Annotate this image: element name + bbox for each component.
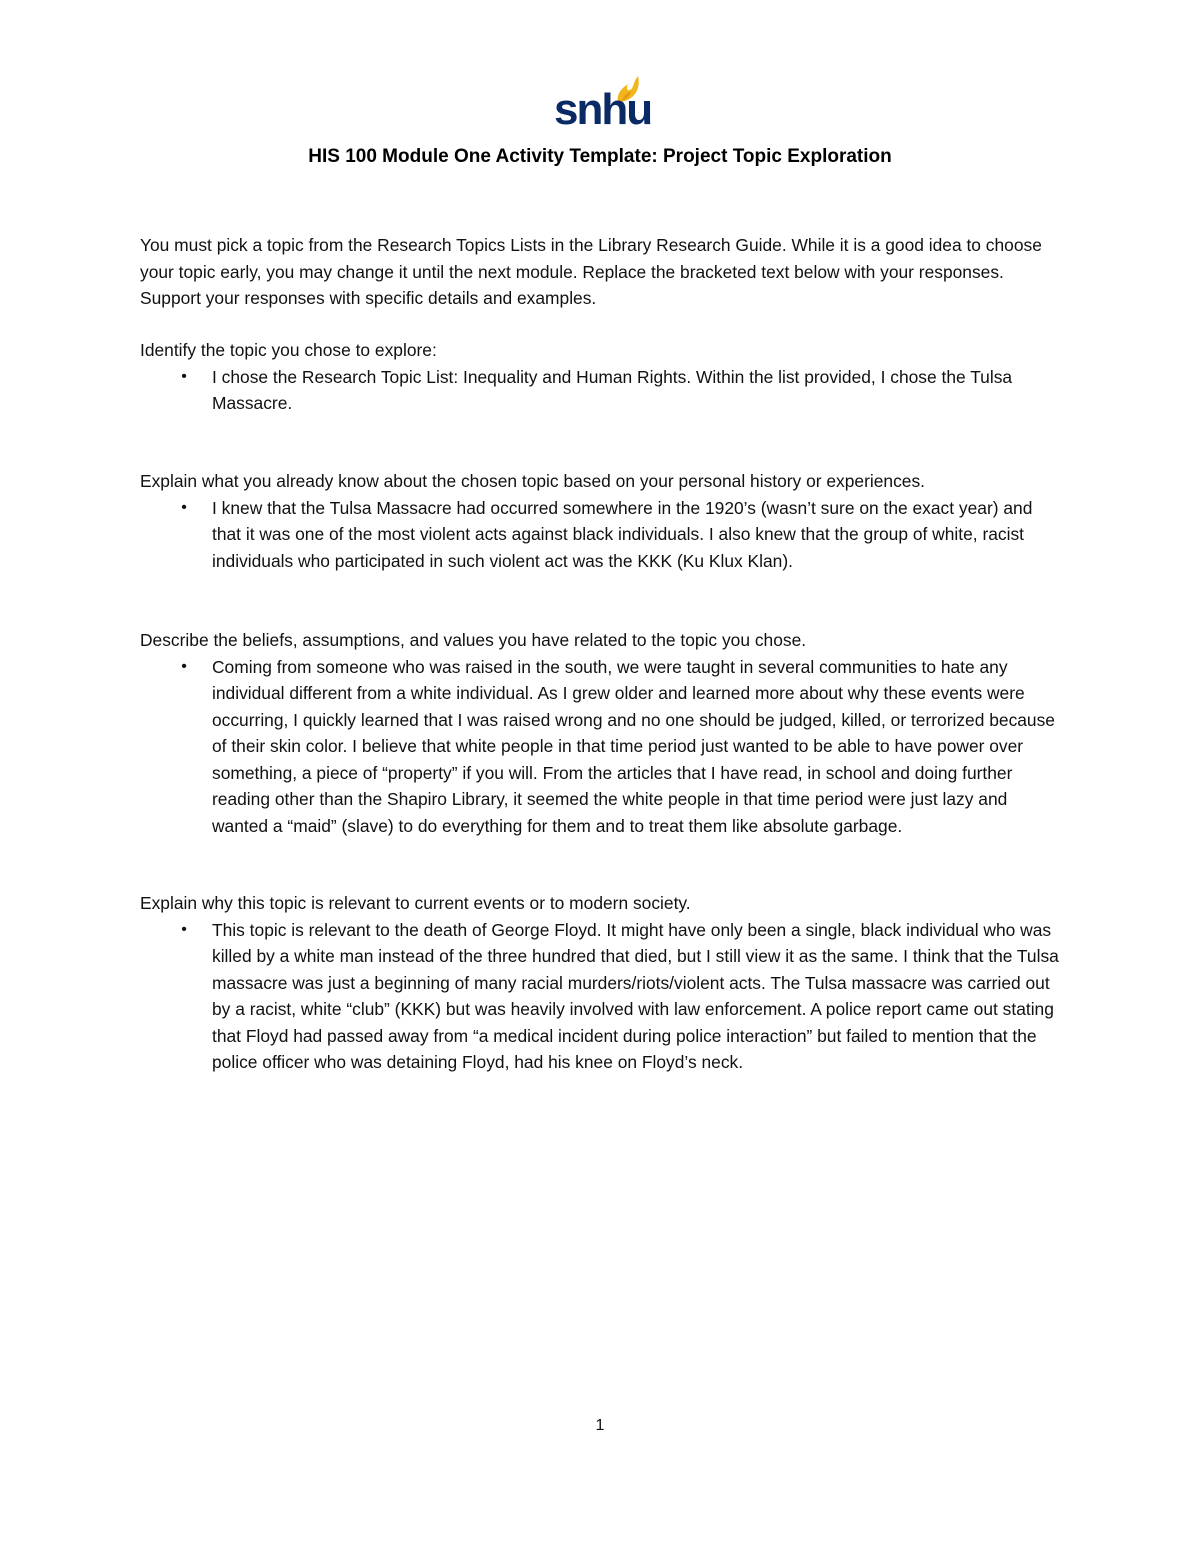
section-response: I chose the Research Topic List: Inequality and Human Rights. Within the list provided, I chose the Tulsa Massacre. [212,366,1013,413]
section-prompt: Explain why this topic is relevant to current events or to modern society. [140,893,691,913]
intro-paragraph: You must pick a topic from the Research Topics Lists in the Library Research Guide. While it is a good idea to choose your topic early, you may change it until the next module. Replace the bracketed text below with your responses. Support your responses with specific details and examples. [140,235,1042,308]
section-response: I knew that the Tulsa Massacre had occurred somewhere in the 1920’s (wasn’t sure on the exact year) and that it was one of the most violent acts against black individuals. I also knew that the group of white, racist individuals who participated in such violent act was the KKK (Ku Klux Klan). [212,497,1033,571]
section-prompt: Explain what you already know about the chosen topic based on your personal history or experiences. [140,471,925,491]
bullet-item [140,495,1060,575]
bullet-icon: • [181,498,187,516]
section-prompt: Describe the beliefs, assumptions, and values you have related to the topic you chose. [140,630,807,650]
section-beliefs [140,627,1060,839]
bullet-icon: • [181,657,187,675]
logo-wordmark: snhu [554,85,652,134]
section-prior-knowledge [140,468,1060,574]
document-title: HIS 100 Module One Activity Template: Project Topic Exploration [308,146,892,167]
snhu-logo [554,74,652,134]
section-response: This topic is relevant to the death of George Floyd. It might have only been a single, black individual who was killed by a white man instead of the three hundred that died, but I still view it as the same. I think that the Tulsa massacre was just a beginning of many racial murders/riots/violent acts. The Tulsa massacre was carried out by a racist, white “club” (KKK) but was heavily involved with law enforcement. A police report came out stating that Floyd had passed away from “a medical incident during police interaction” but failed to mention that the police officer who was detaining Floyd, had his knee on Floyd’s neck. [212,919,1059,1072]
section-topic [140,337,1060,417]
bullet-item [140,364,1060,417]
section-prompt: Identify the topic you chose to explore: [140,340,437,360]
page-number: 1 [595,1417,605,1434]
section-relevance [140,890,1060,1076]
bullet-item [140,654,1060,840]
bullet-item [140,917,1060,1076]
bullet-icon: • [181,920,187,938]
section-response: Coming from someone who was raised in the south, we were taught in several communities to hate any individual different from a white individual. As I grew older and learned more about why these events were occurring, I quickly learned that I was raised wrong and no one should be judged, killed, or terrorized because of their skin color. I believe that white people in that time period just wanted to be able to have power over something, a piece of “property” if you will. From the articles that I have read, in school and doing further reading other than the Shapiro Library, it seemed the white people in that time period were just lazy and wanted a “maid” (slave) to do everything for them and to treat them like absolute garbage. [212,656,1055,836]
bullet-icon: • [181,367,187,385]
